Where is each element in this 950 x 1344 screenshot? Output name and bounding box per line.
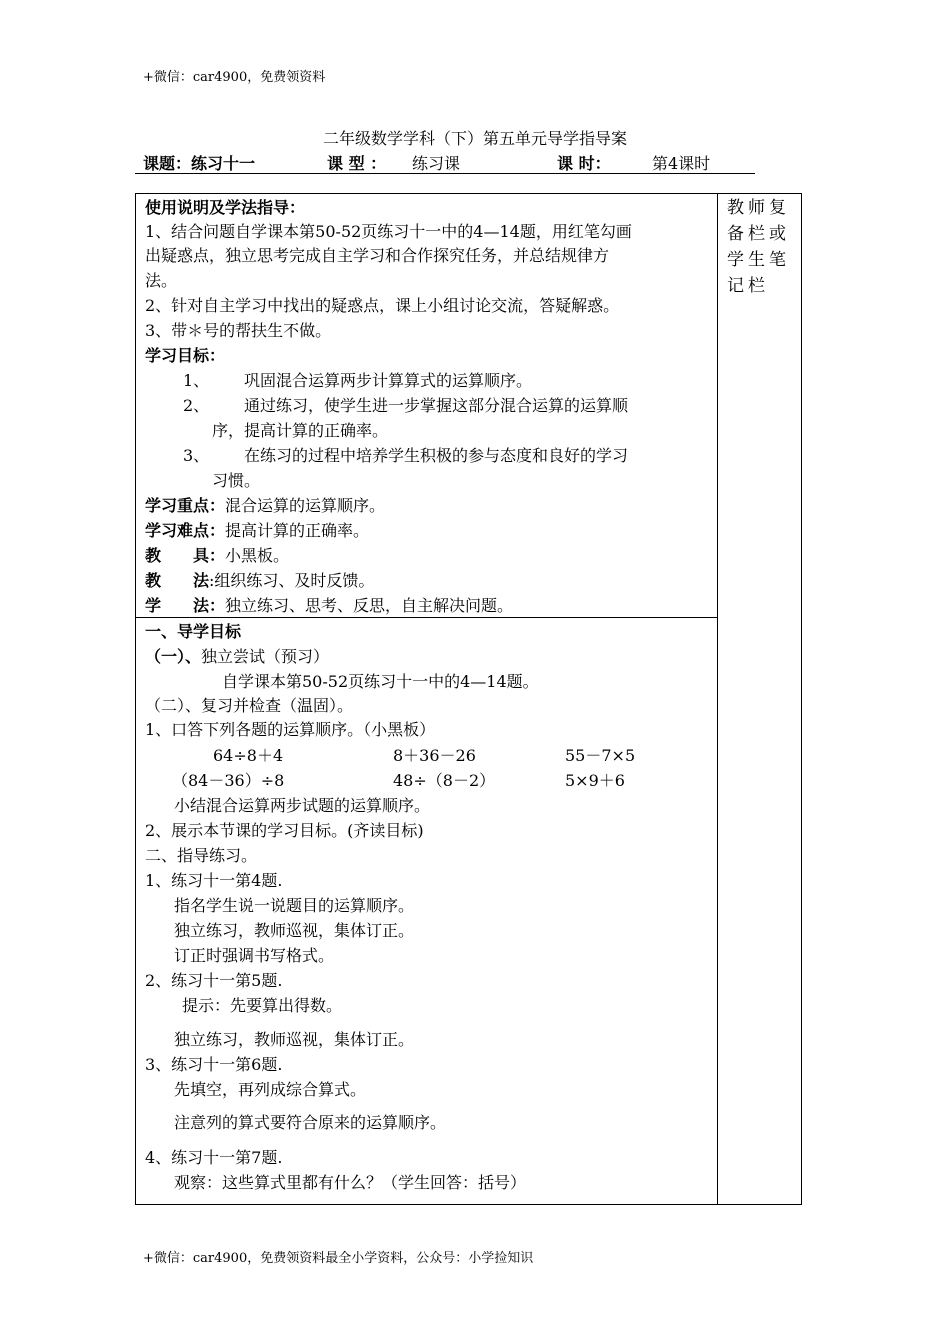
- expression-3: 55－7×5: [565, 746, 636, 765]
- guide-line-1c: 法。: [145, 271, 178, 290]
- goal-3-text-b: 习惯。: [212, 471, 261, 490]
- page-footer: +微信：car4900，免费领资料最全小学资料，公众号：小学捡知识: [143, 1251, 534, 1266]
- section-1-heading: 一、导学目标: [145, 622, 242, 641]
- practice-1b: 独立练习，教师巡视，集体订正。: [174, 921, 415, 940]
- period-value: 第4课时: [652, 154, 711, 173]
- topic: [143, 151, 255, 174]
- goal-2-number: 2、: [183, 396, 210, 415]
- practice-4a: 观察：这些算式里都有什么？（学生回答：括号）: [174, 1173, 527, 1192]
- expression-4: （84－36）÷8: [172, 771, 285, 790]
- practice-2b: 独立练习，教师巡视，集体订正。: [174, 1030, 415, 1049]
- section-1a-content: 自学课本第50-52页练习十一中的4—14题。: [222, 672, 539, 691]
- question-1: 1、口答下列各题的运算顺序。（小黑板）: [145, 720, 436, 739]
- teaching-tools: 教 具：小黑板。: [145, 546, 290, 565]
- section-2-heading: 二、指导练习。: [145, 846, 258, 865]
- section-1a: （一）、独立尝试（预习）: [145, 647, 330, 666]
- guide-line-1b: 出疑惑点，独立思考完成自主学习和合作探究任务，并总结规律方: [145, 246, 610, 265]
- goal-1-text: 巩固混合运算两步计算算式的运算顺序。: [244, 371, 533, 390]
- goal-3-text-a: 在练习的过程中培养学生积极的参与态度和良好的学习: [244, 446, 629, 465]
- expression-5: 48÷（8－2）: [393, 771, 496, 790]
- document-title: 二年级数学学科（下）第五单元导学指导案: [322, 129, 627, 148]
- goal-3-number: 3、: [183, 446, 210, 465]
- guide-line-2: 2、针对自主学习中找出的疑惑点，课上小组讨论交流，答疑解惑。: [145, 296, 620, 315]
- key-point: 学习重点：混合运算的运算顺序。: [145, 496, 386, 515]
- info-underline: [135, 173, 755, 174]
- goal-2-text-a: 通过练习，使学生进一步掌握这部分混合运算的运算顺: [244, 396, 629, 415]
- practice-1a: 指名学生说一说题目的运算顺序。: [174, 896, 415, 915]
- goal-2-text-b: 序，提高计算的正确率。: [212, 421, 389, 440]
- practice-2: 2、练习十一第5题.: [145, 971, 283, 990]
- practice-3a: 先填空，再列成综合算式。: [174, 1080, 367, 1099]
- expression-1: 64÷8＋4: [213, 746, 284, 765]
- question-2: 2、展示本节课的学习目标。(齐读目标): [145, 821, 424, 840]
- practice-2a: 提示：先要算出得数。: [182, 996, 343, 1015]
- practice-1: 1、练习十一第4题.: [145, 871, 283, 890]
- table-column-divider: [717, 193, 718, 1205]
- expression-6: 5×9＋6: [565, 771, 625, 790]
- lesson-type-value: 练习课: [412, 154, 461, 173]
- teaching-method: 教 法:组织练习、及时反馈。: [145, 571, 375, 590]
- guide-line-1a: 1、结合问题自学课本第50-52页练习十一中的4—14题，用红笔勾画: [145, 222, 632, 241]
- page-header: +微信：car4900，免费领资料: [143, 70, 326, 85]
- learning-method: 学 法：独立练习、思考、反思，自主解决问题。: [145, 596, 514, 615]
- topic-label: 课题：: [143, 154, 192, 173]
- guide-heading: 使用说明及学法指导：: [145, 198, 306, 217]
- goal-1-number: 1、: [183, 371, 210, 390]
- lesson-type-label: 课 型 ：: [327, 154, 387, 173]
- section-1b: （二）、复习并检查（温固）。: [145, 696, 354, 715]
- side-note-column: 教师复备栏或学生笔记栏: [727, 198, 790, 296]
- period-label: 课 时：: [557, 154, 611, 173]
- practice-3: 3、练习十一第6题.: [145, 1055, 283, 1074]
- difficulty-point: 学习难点：提高计算的正确率。: [145, 521, 370, 540]
- guide-line-3: 3、带＊号的帮扶生不做。: [145, 321, 332, 340]
- expression-2: 8＋36－26: [393, 746, 476, 765]
- practice-1c: 订正时强调书写格式。: [174, 946, 335, 965]
- goals-heading: 学习目标：: [145, 346, 226, 365]
- practice-3b: 注意列的算式要符合原来的运算顺序。: [174, 1113, 447, 1132]
- topic-value: 练习十一: [191, 154, 256, 173]
- practice-4: 4、练习十一第7题.: [145, 1148, 283, 1167]
- summary-line: 小结混合运算两步试题的运算顺序。: [174, 796, 431, 815]
